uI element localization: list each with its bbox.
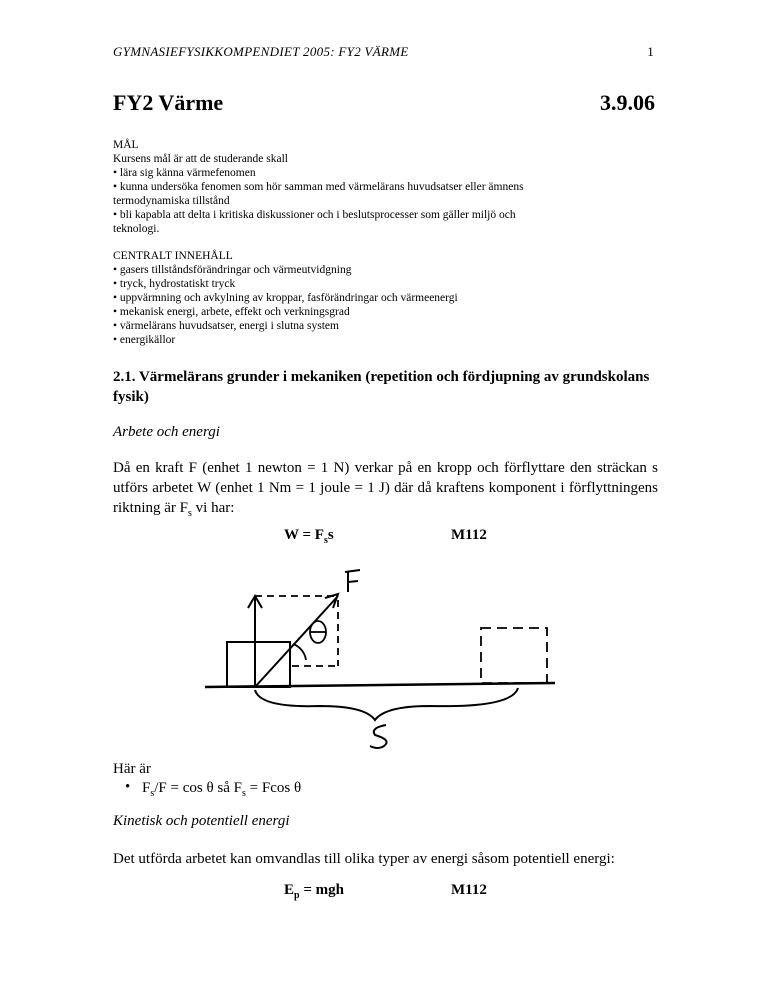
running-header	[113, 44, 653, 60]
mal-line: • lära sig känna värmefenomen	[113, 167, 256, 179]
header-title: GYMNASIEFYSIKKOMPENDIET 2005: FY2 VÄRME	[113, 44, 409, 59]
arbete-sub: s	[188, 508, 192, 519]
page-number: 1	[647, 44, 654, 59]
centralt-line: • mekanisk energi, arbete, effekt och verkningsgrad	[113, 306, 350, 318]
block-end-dashed	[481, 628, 547, 683]
formula-work-pre: W = F	[284, 527, 324, 543]
work-figure	[200, 560, 560, 750]
har-bullet-sub: s	[150, 788, 155, 799]
har-intro: Här är	[113, 761, 151, 777]
mal-section	[113, 138, 633, 236]
formula-potential-pre: E	[284, 882, 295, 898]
bullet-dot-icon: •	[125, 779, 131, 795]
centralt-line: • tryck, hydrostatiskt tryck	[113, 278, 236, 290]
har-bullet-rest: /F = cos θ så F	[154, 780, 242, 796]
centralt-line: • energikällor	[113, 334, 176, 346]
centralt-heading: CENTRALT INNEHÅLL	[113, 250, 233, 262]
arbete-paragraph	[113, 458, 658, 524]
har-bullet-sub-2: s	[242, 788, 246, 799]
centralt-section	[113, 249, 633, 347]
centralt-line: • gasers tillståndsförändringar och värmeutvidgning	[113, 264, 352, 276]
block-start	[227, 642, 290, 687]
label-s-drawing	[370, 725, 387, 748]
formula-potential-ref: M112	[451, 882, 487, 898]
arbete-text-end: vi har:	[191, 500, 235, 516]
formula-work	[284, 527, 334, 546]
har-bullet-text: F	[142, 780, 151, 796]
document-title: FY2 Värme	[113, 90, 224, 115]
distance-brace	[255, 688, 518, 720]
mal-line: Kursens mål är att de studerande skall	[113, 153, 288, 165]
formula-potential	[284, 882, 344, 901]
arbete-text: Då en kraft F (enhet 1 newton = 1 N) verkar på en kropp och förflyttare den sträckan s utförs arbetet W (enhet 1 Nm = 1 joule = 1 J) där då kraftens komponent i förflyttningens riktning är F	[113, 460, 658, 516]
subheading-kinetisk: Kinetisk och potentiell energi	[113, 813, 290, 829]
formula-work-ref: M112	[451, 527, 487, 543]
section-heading: 2.1. Värmelärans grunder i mekaniken (repetition och fördjupning av grundskolans fysik)	[113, 369, 650, 405]
formula-potential-sub: p	[294, 890, 300, 901]
mal-heading: MÅL	[113, 139, 139, 151]
centralt-line: • uppvärmning och avkylning av kroppar, fasförändringar och värmeenergi	[113, 292, 458, 304]
formula-work-sub: s	[323, 535, 328, 546]
label-F-drawing	[345, 570, 360, 592]
har-bullet-end: = Fcos θ	[245, 780, 302, 796]
centralt-line: • värmelärans huvudsatser, energi i slutna system	[113, 320, 339, 332]
har-bullet	[125, 779, 302, 799]
kinetisk-paragraph: Det utförda arbetet kan omvandlas till olika typer av energi såsom potentiell energi:	[113, 851, 615, 867]
mal-line: • bli kapabla att delta i kritiska diskussioner och i beslutsprocesser som gäller miljö och	[113, 209, 516, 221]
subheading-arbete: Arbete och energi	[113, 424, 220, 440]
document-date: 3.9.06	[600, 90, 655, 115]
mal-line: termodynamiska tillstånd	[113, 195, 230, 207]
angle-arc	[293, 644, 306, 660]
mal-line: teknologi.	[113, 223, 160, 235]
formula-potential-post: = mgh	[299, 882, 344, 898]
formula-work-post: s	[327, 527, 334, 543]
mal-line: • kunna undersöka fenomen som hör samman med värmelärans huvudsatser eller ämnens	[113, 181, 524, 193]
